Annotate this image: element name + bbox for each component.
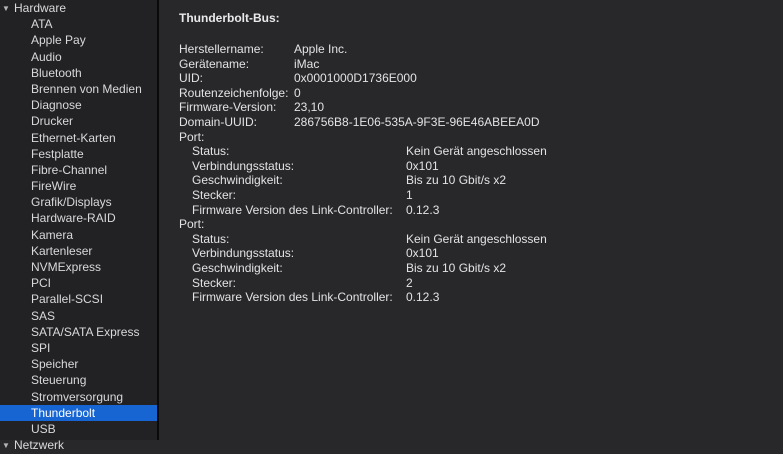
thunderbolt-detail-panel: [159, 0, 783, 440]
sidebar-item-label: Grafik/Displays: [31, 195, 112, 210]
detail-label: Firmware Version des Link-Controller:: [192, 290, 393, 305]
disclosure-triangle-icon[interactable]: ▼: [2, 441, 10, 451]
detail-label: Firmware-Version:: [179, 100, 277, 115]
detail-row: [179, 115, 783, 130]
disclosure-triangle-icon[interactable]: ▼: [2, 4, 10, 13]
sidebar-item-label: Audio: [31, 49, 62, 64]
detail-row: [192, 290, 783, 305]
detail-label: Verbindungsstatus:: [192, 246, 295, 261]
sidebar-item-spi[interactable]: [0, 340, 157, 356]
sidebar-item-kartenleser[interactable]: [0, 243, 157, 259]
detail-row: [192, 173, 783, 188]
sidebar-item-label: Parallel-SCSI: [31, 292, 104, 307]
sidebar-item-pci[interactable]: [0, 275, 157, 291]
sidebar-item-sata-sata-express[interactable]: [0, 324, 157, 340]
sidebar-item-label: Ethernet-Karten: [31, 130, 116, 145]
sidebar-item-audio[interactable]: [0, 49, 157, 65]
sidebar-item-label: SAS: [31, 308, 56, 323]
detail-row: [192, 232, 783, 247]
detail-value: 0x0001000D1736E000: [294, 71, 417, 86]
detail-value: 0.12.3: [406, 202, 440, 217]
detail-row: [192, 188, 783, 203]
sidebar-item-ata[interactable]: [0, 16, 157, 32]
sidebar-item-label: Hardware: [14, 1, 67, 15]
bus-details: [179, 42, 783, 305]
port-section-1: [179, 130, 783, 218]
sidebar-item-label: NVMExpress: [31, 260, 102, 274]
sidebar-item-fibre-channel[interactable]: [0, 162, 157, 178]
detail-row: [179, 57, 783, 72]
sidebar-item-bluetooth[interactable]: [0, 65, 157, 81]
sidebar-item-label: FireWire: [31, 179, 77, 194]
sidebar-item-grafik-displays[interactable]: [0, 194, 157, 210]
detail-value: 2: [406, 275, 413, 290]
sidebar-item-label: Kamera: [31, 227, 74, 242]
detail-value: 0.12.3: [406, 290, 440, 305]
sidebar-item-label: Fibre-Channel: [31, 162, 108, 177]
sidebar-item-sas[interactable]: [0, 308, 157, 324]
sidebar-item-label: Speicher: [31, 357, 79, 372]
detail-label: Geschwindigkeit:: [192, 173, 283, 188]
sidebar-item-steuerung[interactable]: [0, 372, 157, 388]
detail-label: Geschwindigkeit:: [192, 260, 283, 275]
sidebar-item-label: Stromversorgung: [31, 389, 124, 404]
sidebar-item-label: Netzwerk: [14, 438, 65, 453]
sidebar-item-label: Drucker: [31, 114, 74, 129]
detail-label: Status:: [192, 231, 230, 246]
sidebar-item-label: SATA/SATA Express: [31, 324, 140, 339]
sidebar-item-stromversorgung[interactable]: [0, 389, 157, 405]
sidebar-item-speicher[interactable]: [0, 356, 157, 372]
detail-value: 0x101: [406, 246, 439, 261]
sidebar-item-usb[interactable]: [0, 421, 157, 437]
detail-label: Stecker:: [192, 187, 237, 202]
sidebar-item-festplatte[interactable]: [0, 146, 157, 162]
sidebar-item-nvmexpress[interactable]: [0, 259, 157, 275]
detail-label: Herstellername:: [179, 42, 264, 56]
detail-row: [179, 100, 783, 115]
sidebar-item-label: Bluetooth: [31, 65, 82, 80]
detail-label: Verbindungsstatus:: [192, 158, 295, 173]
detail-label: Routenzeichenfolge:: [179, 85, 289, 100]
detail-label: Stecker:: [192, 275, 237, 290]
sidebar-list: [0, 0, 157, 453]
detail-row: [192, 246, 783, 261]
detail-row: [179, 71, 783, 86]
sidebar-item-label: SPI: [31, 340, 51, 355]
hardware-sidebar: [0, 0, 159, 453]
detail-value: Bis zu 10 Gbit/s x2: [406, 173, 507, 188]
port-header: Port:: [179, 129, 205, 144]
sidebar-item-label: Diagnose: [31, 98, 82, 113]
detail-value: 0: [294, 85, 301, 100]
detail-value: Apple Inc.: [294, 42, 348, 56]
sidebar-item-label: Kartenleser: [31, 243, 93, 258]
sidebar-item-parallel-scsi[interactable]: [0, 291, 157, 307]
sidebar-item-label: Brennen von Medien: [31, 81, 142, 96]
detail-row: [192, 276, 783, 291]
sidebar-item-label: Hardware-RAID: [31, 211, 116, 226]
sidebar-item-kamera[interactable]: [0, 227, 157, 243]
sidebar-item-brennen-von-medien[interactable]: [0, 81, 157, 97]
detail-row: [192, 159, 783, 174]
sidebar-item-diagnose[interactable]: [0, 97, 157, 113]
detail-value: Kein Gerät angeschlossen: [406, 231, 547, 246]
panel-title: Thunderbolt-Bus:: [179, 11, 280, 25]
detail-label: Domain-UUID:: [179, 114, 258, 129]
sidebar-item-hardware-raid[interactable]: [0, 210, 157, 226]
detail-label: Gerätename:: [179, 56, 250, 71]
detail-value: Kein Gerät angeschlossen: [406, 144, 547, 159]
detail-row: [179, 42, 783, 57]
port-section-2: [179, 217, 783, 305]
sidebar-item-thunderbolt[interactable]: [0, 405, 157, 421]
detail-value: iMac: [294, 56, 320, 71]
sidebar-item-label: PCI: [31, 276, 52, 291]
sidebar-item-label: USB: [31, 421, 56, 436]
sidebar-item-label: Festplatte: [31, 146, 84, 161]
detail-row: [192, 261, 783, 276]
detail-row: [192, 203, 783, 218]
detail-value: 1: [406, 187, 413, 202]
detail-value: 23,10: [294, 100, 325, 115]
sidebar-item-ethernet-karten[interactable]: [0, 130, 157, 146]
detail-row: [192, 144, 783, 159]
sidebar-item-apple-pay[interactable]: [0, 32, 157, 48]
sidebar-item-firewire[interactable]: [0, 178, 157, 194]
sidebar-item-label: ATA: [31, 17, 53, 32]
detail-value: 0x101: [406, 158, 439, 173]
detail-row: [179, 86, 783, 101]
sidebar-item-label: Thunderbolt: [31, 405, 96, 420]
sidebar-item-label: Steuerung: [31, 373, 87, 388]
sidebar-item-netzwerk[interactable]: [0, 437, 157, 453]
detail-value: Bis zu 10 Gbit/s x2: [406, 260, 507, 275]
port-header: Port:: [179, 217, 205, 232]
sidebar-item-drucker[interactable]: [0, 113, 157, 129]
detail-value: 286756B8-1E06-535A-9F3E-96E46ABEEA0D: [294, 114, 540, 129]
detail-label: Firmware Version des Link-Controller:: [192, 202, 393, 217]
detail-label: Status:: [192, 144, 230, 159]
sidebar-item-hardware[interactable]: [0, 0, 157, 16]
detail-label: UID:: [179, 71, 203, 86]
sidebar-item-label: Apple Pay: [31, 33, 86, 48]
